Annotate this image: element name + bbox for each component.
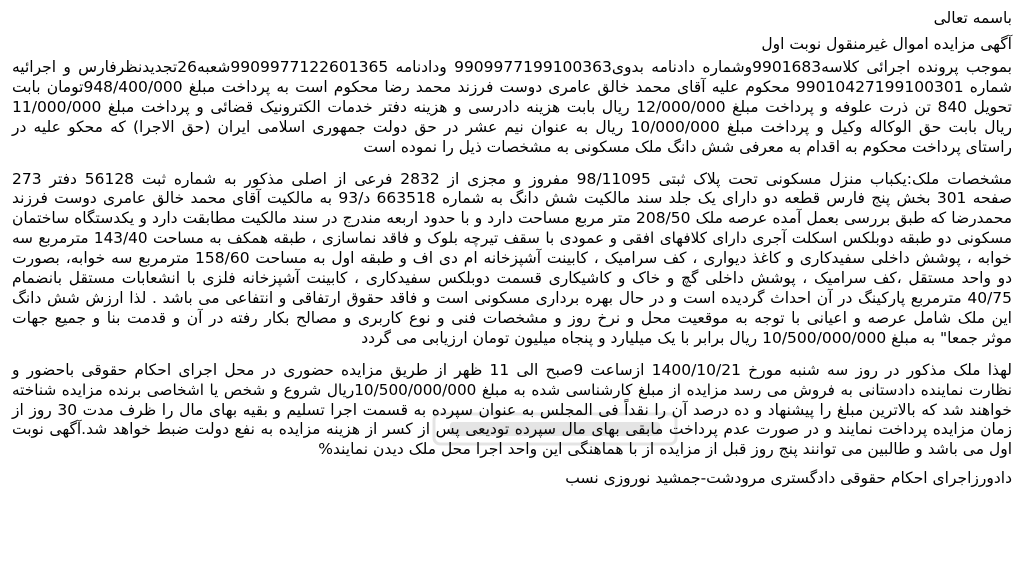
signature-line: دادورزاجرای احکام حقوقی دادگستری مرودشت-جمشید نوروزی نسب — [565, 469, 1012, 488]
text-line: شماره 9901042719910030‍1 محکوم علیه آقای محمد خالق عامری دوست فرزند محمد رضا محکوم است به پرداخت مبلغ 948/400/000تومان بابت — [12, 77, 1012, 96]
text-line: محمدرضا که طبق بررسی بعمل آمده عرصه ملک 208/50 متر مربع مساحت دارد و با حدود اربعه مندرج در سند مالکیت مطابقت دارد و یکدستگاه ساختمان — [12, 209, 1013, 228]
text-line: خواهند شد که بالاترین مبلغ را پیشنهاد و ده درصد آن را نقداً فی المجلس به عنوان سپرده به قسمت اجرا تسلیم و بقیه بهای مال را ظرف مدت 30 روز از — [12, 400, 1013, 419]
text-line: موثر جمعا" به مبلغ 10/500/000/000 ریال برابر با یک میلیارد و پنجاه میلیون تومان ارزیابی می گردد — [361, 328, 1012, 347]
text-line: دو واحد مستقل ،کف سرامیک ، پوشش داخلی گچ و خاک و کاشیکاری قسمت دوبلکس سفیدکاری ، کابینت آشپزخانه فلزی با انشعابات مستقل بانضمام — [12, 269, 1012, 288]
text-line: این ملک شامل عرصه و اعیانی با توجه به موقعیت محل و نرخ روز و مشخصات فنی و نوع کاربری و مصالح بکار رفته در آن و قدمت بنا و جمیع جهات — [12, 308, 1012, 327]
paragraph-judgment — [12, 58, 1012, 158]
text-line: لهذا ملک مذکور در روز سه شنبه مورخ 1400/10/21 ازساعت 9صبح الی 11 ظهر از طریق مزایده حضوری در محل اجرای احکام حقوقی باحضور و — [12, 360, 1012, 379]
text-line: نظارت نماینده دادستانی به فروش می رسد مزایده از مبلغ کارشناسی شده به مبلغ 10/500/000/000ریال شروع و شخص یا اشخاصی برنده مزایده شناخته — [12, 380, 1012, 399]
text-line: مشخصات ملک:یکباب منزل مسکونی تحت پلاک ثبتی 98/11095 مفروز و مجزی از 2832 فرعی از اصلی مذکور به شماره ثبت 56128 دفتر 273 — [12, 169, 1013, 188]
text-line: زمان مزایده پرداخت نمایند و در صورت عدم پرداخت مابقی بهای مال سپرده تودیعی پس از کسر از هزینه مزایده به نفع دولت ضبط خواهد شد.آگهی نوبت — [12, 420, 1012, 439]
text-line: 40/75 مترمربع پارکینگ در آن احداث گردیده است و در حال بهره برداری مسکونی است و فاقد حقوق ارتفاقی و انتفاعی می باشد . لذا ارزش شش دانگ — [12, 288, 1012, 307]
text-line: ریال بابت حق الوکاله وکیل و پرداخت مبلغ 10/000/000 ریال به عنوان نیم عشر در حق دولت جمهوری اسلامی ایران (حق الاجرا) که محکو علیه در — [12, 117, 1012, 136]
text-line: بموجب پرونده اجرائی کلاسه9901683وشماره دادنامه بدوی9909977199100363 ودادنامه 9909977122601365شعبه26تجدیدنظرفارس و اجرائیه — [12, 58, 1012, 76]
paragraph-property-details — [12, 170, 1012, 349]
text-line: خوابه ، پوشش داخلی سفیدکاری و کاغذ دیواری ، کف سرامیک ، کابینت آشپزخانه ام دی اف و طبقه اول به مساحت 158/60 مترمربع سه خوابه، بصورت — [12, 249, 1012, 268]
text-line: صفحه 301 بخش پنج فارس قطعه دو دارای یک جلد سند مالکیت شش دانگ به شماره 663518 د/93 به مالکیت آقای محمد خالق عامری دوست فرزند — [12, 189, 1013, 208]
salutation: باسمه تعالی — [933, 9, 1012, 27]
paragraph-auction-terms — [12, 361, 1012, 461]
text-line: مسکونی دو طبقه دوبلکس اسکلت آجری دارای کلافهای افقی و عمودی با سقف تیرچه بلوک و فاقد نماسازی ، طبقه همکف به مساحت 143/40 مترمربع سه — [12, 229, 1012, 248]
notice-title: آگهی مزایده اموال غیرمنقول نوبت اول — [761, 35, 1012, 53]
text-line: اول می باشد و طالبین می توانند پنج روز قبل از مزایده از با هماهنگی این واحد اجرا محل ملک دیدن نمایند% — [318, 440, 1012, 459]
text-line: راستای پرداخت محکوم به اقدام به معرفی شش دانگ ملک مسکونی به مشخصات ذیل را نموده است — [363, 137, 1012, 156]
text-line: تحویل 840 تن ذرت علوفه و پرداخت مبلغ 12/000/000 ریال بابت هزینه دادرسی و هزینه دفتر خدمات الکترونیک قضائی و پرداخت مبلغ 11/000/000 — [12, 97, 1012, 116]
